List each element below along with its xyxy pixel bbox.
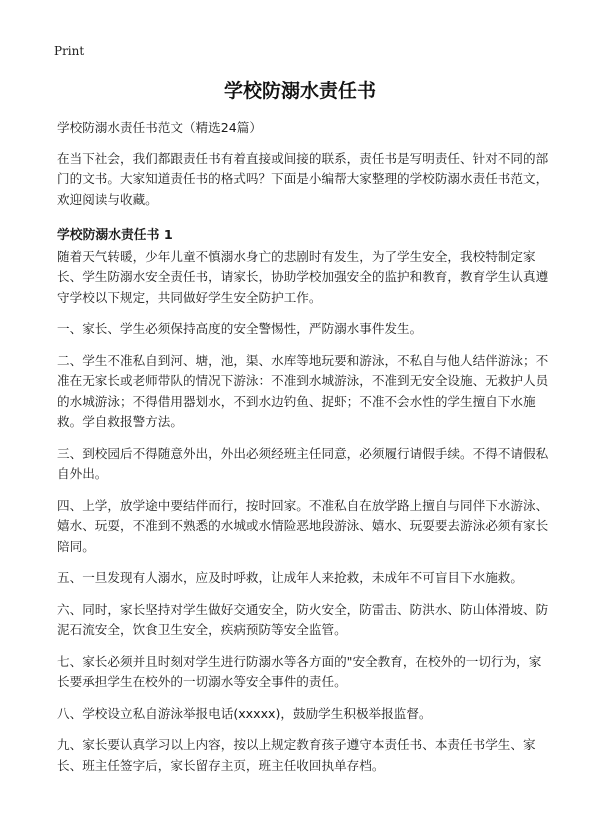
body-paragraph: 随着天气转暖，少年儿童不慎溺水身亡的悲剧时有发生，为了学生安全，我校特制定家长、学生防溺水安全责任书，请家长，协助学校加强安全的监护和教育，教育学生认真遵守学校以下规定，共同做好学生安全防护工作。 xyxy=(57,248,549,305)
page-title: 学校防溺水责任书 xyxy=(223,80,376,102)
rule-item-3: 三、到校园后不得随意外出，外出必须经班主任同意，必须履行请假手续。不得不请假私自外出。 xyxy=(57,445,549,481)
intro-paragraph: 在当下社会，我们都跟责任书有着直接或间接的联系，责任书是写明责任、针对不同的部门的文书。大家知道责任书的格式吗？下面是小编帮大家整理的学校防溺水责任书范文，欢迎阅读与收藏。 xyxy=(57,150,549,207)
rule-item-9: 九、家长要认真学习以上内容，按以上规定教育孩子遵守本责任书、本责任书学生、家长、班主任签字后，家长留存主页，班主任收回执单存档。 xyxy=(57,737,536,773)
document-subtitle: 学校防溺水责任书范文（精选24篇） xyxy=(57,120,262,135)
print-link[interactable]: Print xyxy=(54,44,85,58)
rule-item-6: 六、同时，家长坚持对学生做好交通安全，防火安全，防雷击、防洪水、防山体滑坡、防泥石流安全，饮食卫生安全，疾病预防等安全监管。 xyxy=(57,601,549,637)
rule-item-5: 五、一旦发现有人溺水，应及时呼救，让成年人来抢救，未成年不可盲目下水施救。 xyxy=(57,570,523,585)
rule-item-8: 八、学校设立私自游泳举报电话(xxxxx)，鼓励学生积极举报监督。 xyxy=(57,705,432,721)
document-body xyxy=(57,118,553,787)
rule-item-2: 二、学生不准私自到河、塘，池，渠、水库等地玩要和游泳，不私自与他人结伴游泳；不准在无家长或老师带队的情况下游泳：不准到水城游泳，不准到无安全设施、无救护人员的水城游泳；不得借用器划水，不到水边钓鱼、捉虾；不准不会水性的学生擅自下水施救。学自救报警方法。 xyxy=(57,352,549,429)
rule-item-1: 一、家长、学生必须保持高度的安全警惕性，严防溺水事件发生。 xyxy=(57,321,423,336)
section-heading: 学校防溺水责任书 1 xyxy=(57,228,173,243)
rule-item-4: 四、上学，放学途中要结伴而行，按时回家。不准私自在放学路上擅自与同伴下水游泳、嬉水、玩耍，不准到不熟悉的水城或水情险恶地段游泳、嬉水、玩耍要去游泳必须有家长陪同。 xyxy=(57,497,549,554)
rule-item-7: 七、家长必须并且时刻对学生进行防溺水等各方面的"安全教育，在校外的一切行为，家长要承担学生在校外的一切溺水等安全事件的责任。 xyxy=(57,653,542,689)
